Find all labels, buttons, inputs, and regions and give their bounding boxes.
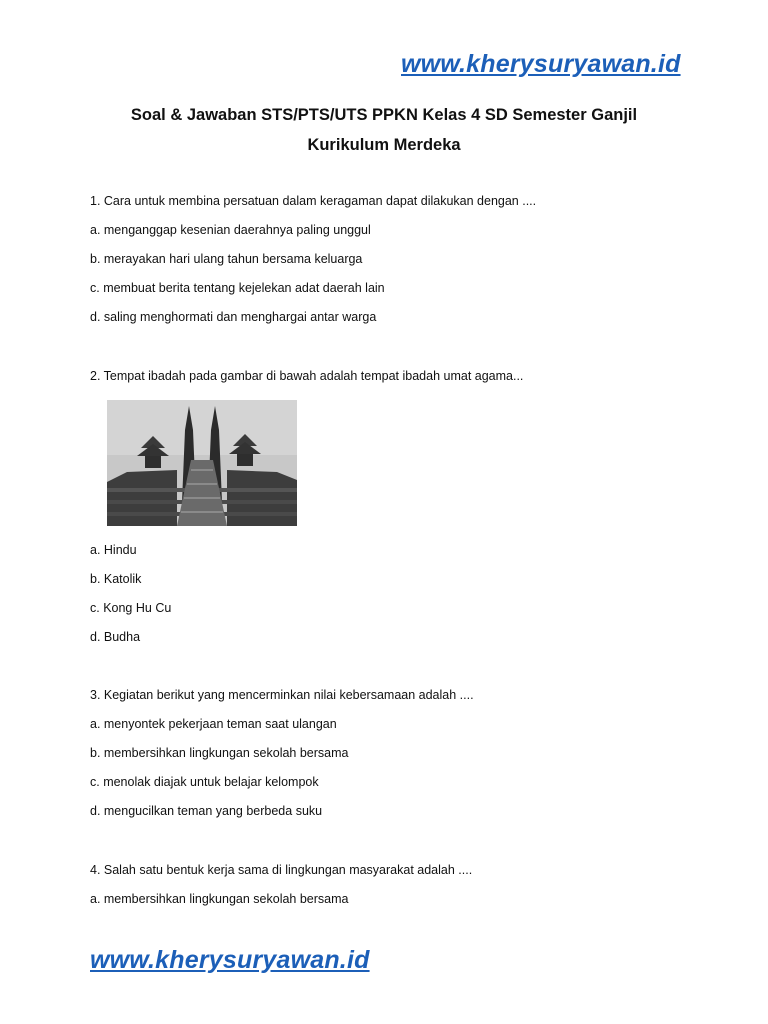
question-2-option-a: a. Hindu xyxy=(90,543,137,557)
question-3-option-c: c. menolak diajak untuk belajar kelompok xyxy=(90,775,319,789)
question-2-option-c: c. Kong Hu Cu xyxy=(90,601,172,615)
question-3-text: 3. Kegiatan berikut yang mencerminkan nilai kebersamaan adalah .... xyxy=(90,688,474,702)
question-1-option-b: b. merayakan hari ulang tahun bersama keluarga xyxy=(90,252,363,266)
question-4-option-a: a. membersihkan lingkungan sekolah bersama xyxy=(90,892,349,906)
question-2-option-b: b. Katolik xyxy=(90,572,142,586)
question-1-option-d: d. saling menghormati dan menghargai antar warga xyxy=(90,310,377,324)
footer-site-link[interactable]: www.kherysuryawan.id xyxy=(90,946,370,974)
question-3-option-b: b. membersihkan lingkungan sekolah bersama xyxy=(90,746,349,760)
question-2-option-d: d. Budha xyxy=(90,630,141,644)
question-2-text: 2. Tempat ibadah pada gambar di bawah adalah tempat ibadah umat agama... xyxy=(90,369,524,383)
question-1-option-a: a. menganggap kesenian daerahnya paling unggul xyxy=(90,223,371,237)
header-site-link[interactable]: www.kherysuryawan.id xyxy=(401,50,681,78)
temple-photo xyxy=(107,400,297,526)
question-4-text: 4. Salah satu bentuk kerja sama di lingkungan masyarakat adalah .... xyxy=(90,863,473,877)
question-1-text: 1. Cara untuk membina persatuan dalam keragaman dapat dilakukan dengan .... xyxy=(90,194,537,208)
question-3-option-a: a. menyontek pekerjaan teman saat ulangan xyxy=(90,717,337,731)
title-line-2: Kurikulum Merdeka xyxy=(307,136,461,154)
question-3-option-d: d. mengucilkan teman yang berbeda suku xyxy=(90,804,323,818)
document-title xyxy=(0,100,768,160)
title-line-1: Soal & Jawaban STS/PTS/UTS PPKN Kelas 4 SD Semester Ganjil xyxy=(130,106,638,124)
question-1-option-c: c. membuat berita tentang kejelekan adat daerah lain xyxy=(90,281,385,295)
